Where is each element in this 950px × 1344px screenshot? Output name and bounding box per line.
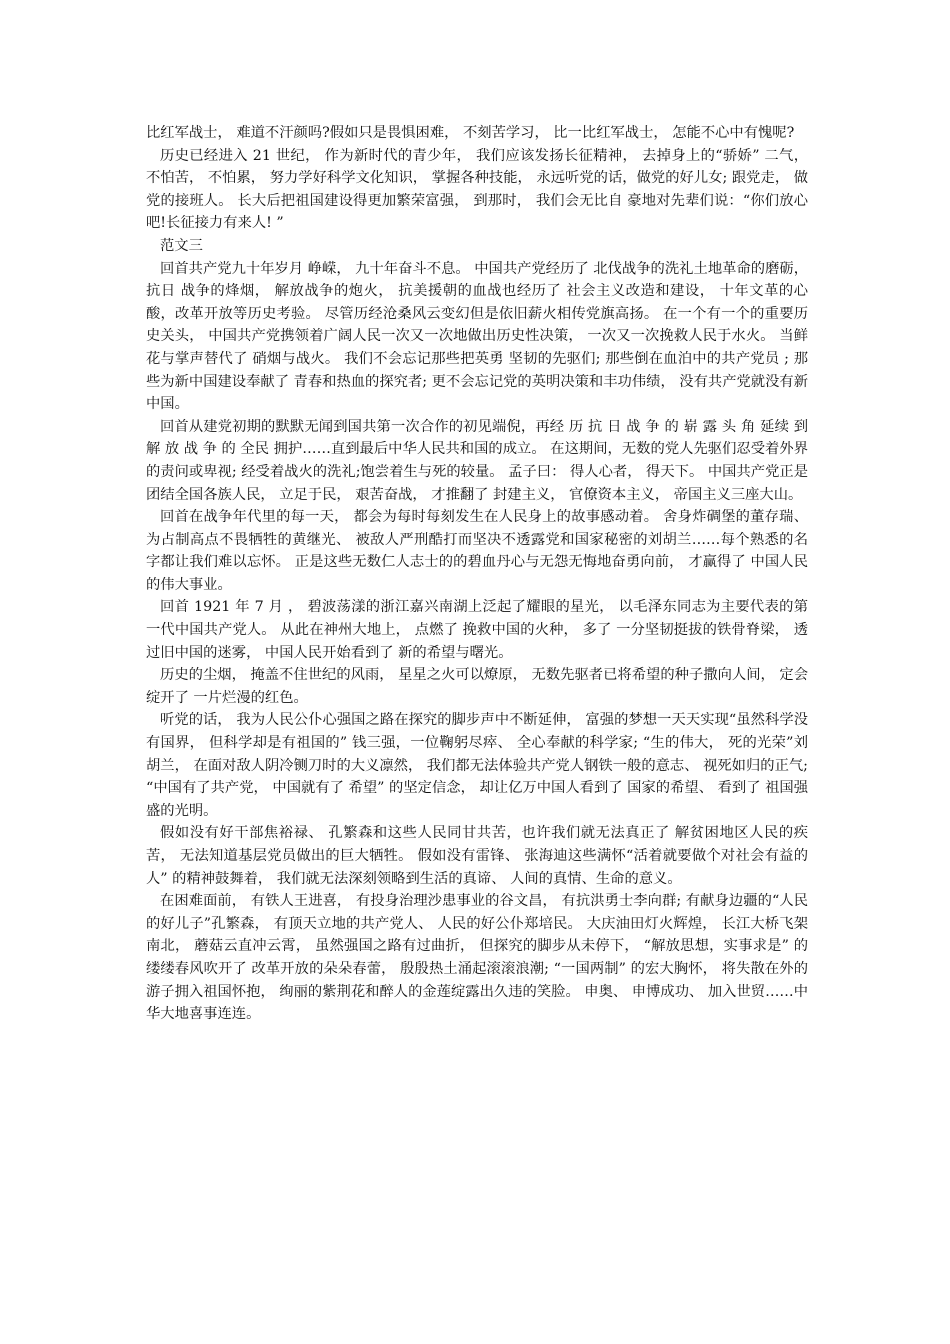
- paragraph-continued: 比红军战士， 难道不汗颜吗?假如只是畏惧困难， 不刻苦学习， 比一比红军战士， 怎能不心中有愧呢?: [146, 125, 795, 141]
- document-body: [146, 122, 808, 1026]
- paragraph-1921-nanhu: 回首 1921 年 7 月 ， 碧波荡漾的浙江嘉兴南湖上泛起了耀眼的星光， 以毛泽东同志为主要代表的第一代中国共产党人。 从此在神州大地上， 点燃了 挽救中国的火种， 多了 一分坚韧挺拔的铁骨脊梁， 透过旧中国的迷雾， 中国人民开始看到了 新的希望与曙光。: [146, 599, 808, 661]
- paragraph-listen-to-party: 听党的话， 我为人民公仆心强国之路在探究的脚步声中不断延伸， 富强的梦想一天天实现“虽然科学没有国界， 但科学却是有祖国的” 钱三强，一位鞠躬尽瘁、 全心奉献的科学家; “生的伟大， 死的光荣”刘胡兰， 在面对敌人阴冷铡刀时的大义凛然， 我们都无法体验共产党人钢铁一般的意志、 视死如归的正气; “中国有了共产党， 中国就有了 希望” 的坚定信念， 却让亿万中国人看到了 国家的希望、 看到了 祖国强盛的光明。: [146, 712, 808, 819]
- paragraph-good-cadres: 假如没有好干部焦裕禄、 孔繁森和这些人民同甘共苦，也许我们就无法真正了 解贫困地区人民的疾苦， 无法知道基层党员做出的巨大牺牲。 假如没有雷锋、 张海迪这些满怀“活着就要做个对社会有益的人” 的精神鼓舞着， 我们就无法深刻领略到生活的真谛、 人间的真情、生命的意义。: [146, 825, 808, 887]
- paragraph-history-dust: 历史的尘烟， 掩盖不住世纪的风雨， 星星之火可以燎原， 无数先驱者已将希望的种子撒向人间， 定会绽开了 一片烂漫的红色。: [146, 667, 808, 706]
- paragraph-ninety-years: 回首共产党九十年岁月 峥嵘， 九十年奋斗不息。 中国共产党经历了 北伐战争的洗礼土地革命的磨砺， 抗日 战争的烽烟， 解放战争的炮火， 抗美援朝的血战也经历了 社会主义改造和建设， 十年文革的心酸，改革开放等历史考验。 尽管历经沧桑风云变幻但是依旧薪火相传党旗高扬。 在一个有一个的重要历史关头， 中国共产党携领着广阔人民一次又一次地做出历史性决策， 一次又一次挽救人民于水火。 当鲜花与掌声替代了 硝烟与战火。 我们不会忘记那些把英勇 坚韧的先驱们; 那些倒在血泊中的共产党员 ; 那些为新中国建设奉献了 青春和热血的探究者; 更不会忘记党的英明决策和丰功伟绩， 没有共产党就没有新中国。: [146, 260, 808, 413]
- paragraph-long-march-spirit: 历史已经进入 21 世纪， 作为新时代的青少年， 我们应该发扬长征精神， 去掉身上的“骄娇” 二气， 不怕苦， 不怕累， 努力学好科学文化知识， 掌握各种技能， 永远听党的话，做党的好儿女; 跟党走， 做党的接班人。 长大后把祖国建设得更加繁荣富强， 到那时， 我们会无比自 豪地对先辈们说：“你们放心吧!长征接力有来人! ”: [146, 147, 808, 232]
- section-heading-sample-three: 范文三: [160, 237, 203, 254]
- paragraph-facing-difficulty: 在困难面前， 有铁人王进喜， 有投身治理沙患事业的谷文昌， 有抗洪勇士李向群; 有献身边疆的“人民的好儿子”孔繁森， 有顶天立地的共产党人、 人民的好公仆郑培民。 大庆油田灯火辉煌， 长江大桥飞架南北， 蘑菇云直冲云霄， 虽然强国之路有过曲折， 但探究的脚步从未停下， “解放思想，实事求是” 的缕缕春风吹开了 改革开放的朵朵春蕾， 殷殷热土涌起滚滚浪潮; “一国两制” 的宏大胸怀， 将失散在外的游子拥入祖国怀抱， 绚丽的紫荆花和醉人的金莲绽露出久违的笑脸。 申奥、 申博成功、 加入世贸……中华大地喜事连连。: [146, 893, 808, 1023]
- paragraph-war-heroes: 回首在战争年代里的每一天， 都会为每时每刻发生在人民身上的故事感动着。 舍身炸碉堡的董存瑞、 为占制高点不畏牺牲的黄继光、 被敌人严刑酷打而坚决不透露党和国家秘密的刘胡兰……每个熟悉的名字都让我们难以忘怀。 正是这些无数仁人志士的的碧血丹心与无怨无悔地奋勇向前， 才赢得了 中国人民的伟大事业。: [146, 509, 808, 593]
- paragraph-founding-history: 回首从建党初期的默默无闻到国共第一次合作的初见端倪，再经 历 抗 日 战 争 的 崭 露 头 角 延续 到 解 放 战 争 的 全民 拥护……直到最后中华人民共和国的成立。 在这期间，无数的党人先驱们忍受着外界的责问或卑视; 经受着战火的洗礼;饱尝着生与死的较量。 孟子曰： 得人心者， 得天下。 中国共产党正是团结全国各族人民， 立足于民， 艰苦奋战， 才推翻了 封建主义， 官僚资本主义， 帝国主义三座大山。: [146, 418, 808, 503]
